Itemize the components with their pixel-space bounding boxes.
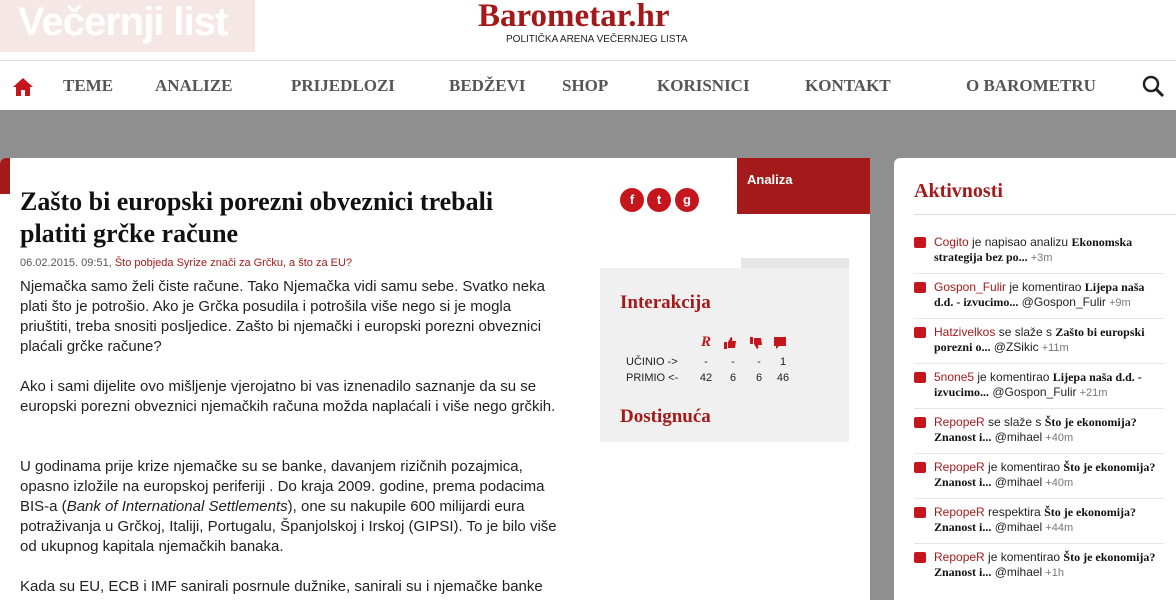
divider: [914, 453, 1164, 454]
activity-time: +44m: [1042, 522, 1074, 534]
divider: [914, 363, 1164, 364]
activity-action: je napisao analizu: [968, 235, 1072, 249]
activity-action: je komentirao: [984, 460, 1064, 474]
nav-item-teme[interactable]: TEME: [63, 76, 114, 95]
site-header: [0, 0, 1176, 60]
activity-target[interactable]: Što je ekonomija? Znanost i...: [934, 505, 1137, 534]
activity-mention[interactable]: @mihael: [991, 475, 1043, 489]
activity-user[interactable]: RepopeR: [934, 415, 985, 429]
cell: 6: [729, 372, 737, 384]
nav-item-korisnici[interactable]: KORISNICI: [657, 76, 750, 95]
activity-target[interactable]: Što je ekonomija? Znanost i...: [934, 415, 1137, 444]
nav-item-shop[interactable]: SHOP: [562, 76, 609, 95]
respect-icon: R: [700, 334, 711, 350]
article-meta: [20, 257, 352, 269]
divider: [914, 408, 1164, 409]
paragraph: [20, 377, 560, 437]
cell: -: [704, 356, 708, 368]
vecernji-list-logo[interactable]: Večernji list: [0, 0, 255, 52]
comment-icon: [914, 462, 926, 473]
activity-user[interactable]: Gospon_Fulir: [934, 280, 1007, 294]
activity-mention[interactable]: @ZSikic: [990, 340, 1039, 354]
activity-time: +40m: [1042, 432, 1074, 444]
row-label: UČINIO ->: [626, 356, 678, 368]
activity-target[interactable]: Zašto bi europski porezni o...: [934, 325, 1145, 354]
cell: 46: [776, 372, 790, 384]
interakcija-title: Interakcija: [620, 292, 711, 313]
comment-icon: [914, 507, 926, 518]
activity-user[interactable]: RepopeR: [934, 550, 985, 564]
activity-action: respektira: [984, 505, 1045, 519]
activity-mention[interactable]: @Gospon_Fulir: [989, 385, 1077, 399]
article-title: Zašto bi europski porezni obveznici trebali platiti grčke račune: [20, 187, 494, 248]
divider: [914, 543, 1164, 544]
activity-action: je komentirao: [984, 550, 1064, 564]
divider: [914, 214, 1176, 215]
google-plus-icon[interactable]: g: [675, 188, 699, 212]
like-icon: [723, 336, 737, 350]
activity-mention[interactable]: @mihael: [991, 520, 1043, 534]
activity-time: +11m: [1038, 342, 1069, 354]
nav-item-prijedlozi[interactable]: PRIJEDLOZI: [291, 76, 395, 95]
activity-action: je komentirao: [974, 370, 1053, 384]
comment-icon: [914, 552, 926, 563]
interakcija-panel: [600, 268, 849, 442]
activity-target[interactable]: Lijepa naša d.d. - izvucimo...: [934, 280, 1145, 309]
divider: [914, 318, 1164, 319]
activity-time: +1h: [1042, 567, 1064, 579]
category-badge: Analiza: [737, 158, 870, 214]
cell: 42: [699, 372, 713, 384]
nav-item-bedzevi[interactable]: BEDŽEVI: [449, 76, 526, 95]
interaction-row-primio: [626, 372, 790, 388]
activity-mention[interactable]: @Gospon_Fulir: [1018, 295, 1106, 309]
paragraph: Kada su EU, ECB i IMF sanirali posrnule dužnike, sanirali su i njemačke banke: [20, 578, 543, 595]
dislike-icon: [749, 336, 763, 350]
activity-mention[interactable]: @mihael: [991, 565, 1043, 579]
italic-text: Bank of International Settlements: [66, 498, 288, 515]
nav-item-o-barometru[interactable]: O BAROMETRU: [966, 76, 1096, 95]
row-label: PRIMIO <-: [626, 372, 679, 384]
article-body: [20, 277, 560, 600]
aktivnosti-title: Aktivnosti: [914, 180, 1003, 202]
search-icon[interactable]: [1142, 75, 1164, 97]
header-band: [0, 110, 1176, 160]
activity-target[interactable]: Što je ekonomija? Znanost i...: [934, 550, 1156, 579]
article-date: 06.02.2015. 09:51,: [20, 257, 112, 269]
activity-action: je komentirao: [1006, 280, 1085, 294]
cell: -: [731, 356, 735, 368]
activity-action: se slaže s: [984, 415, 1045, 429]
interaction-row-ucinio: [626, 356, 787, 372]
twitter-icon[interactable]: t: [647, 188, 671, 212]
activity-target[interactable]: Ekonomska strategija bez po...: [934, 235, 1133, 264]
aktivnosti-sidebar: [894, 158, 1176, 600]
comment-icon: [773, 336, 787, 350]
brand-subtitle: POLITIČKA ARENA VEČERNJEG LISTA: [506, 34, 688, 45]
comment-icon: [914, 282, 926, 293]
activity-time: +21m: [1076, 387, 1108, 399]
comment-icon: [914, 417, 926, 428]
cell: 1: [779, 356, 787, 368]
main-nav: [0, 60, 1176, 110]
activity-user[interactable]: 5none5: [934, 370, 975, 384]
paragraph-text: Ako i sami dijelite ovo mišljenje vjerojatno bi vas iznenadilo saznanje da su se europski porezni obveznici njemačkih računa možda naplaćali i više nego grčkih.: [20, 378, 556, 415]
nav-item-analize[interactable]: ANALIZE: [155, 76, 233, 95]
activity-time: +9m: [1105, 297, 1131, 309]
facebook-icon[interactable]: f: [620, 188, 644, 212]
cell: 6: [755, 372, 763, 384]
icon-row: [626, 334, 711, 356]
divider: [914, 498, 1164, 499]
activity-user[interactable]: RepopeR: [934, 460, 985, 474]
activity-action: se slaže s: [995, 325, 1056, 339]
cell: -: [757, 356, 761, 368]
interaction-table: [626, 334, 790, 388]
paragraph: [20, 457, 560, 557]
home-icon[interactable]: [12, 77, 34, 97]
activity-user[interactable]: Cogito: [934, 235, 969, 249]
barometar-logo[interactable]: Barometar.hr: [478, 0, 670, 34]
activity-user[interactable]: RepopeR: [934, 505, 985, 519]
paragraph-text: ), one su nakupile 600 milijardi eura potraživanja u Grčkoj, Italiji, Portugalu, Španjolskoj i Irskoj (GIPSI). To je bilo više od ukupnog kapitala njemačkih banaka.: [20, 498, 557, 555]
activity-target[interactable]: Što je ekonomija? Znanost i...: [934, 460, 1156, 489]
topic-link[interactable]: Što pobjeda Syrize znači za Grčku, a što za EU?: [114, 257, 353, 269]
nav-item-kontakt[interactable]: KONTAKT: [805, 76, 891, 95]
comment-icon: [914, 327, 926, 338]
accent-bar: [0, 158, 10, 194]
activity-user[interactable]: Hatzivelkos: [934, 325, 996, 339]
activity-mention[interactable]: @mihael: [991, 430, 1043, 444]
activity-time: +3m: [1027, 252, 1053, 264]
paragraph: Njemačka samo želi čiste račune. Tako Njemačka vidi samu sebe. Svatko neka plati što je potrošio. Ako je Grčka posudila i potrošila više nego si je mogla priuštiti, treba snositi posljedice. Zašto bi njemački i europski porezni obveznici plaćali grčke račune?: [20, 278, 545, 355]
activity-target[interactable]: Lijepa naša d.d. - izvucimo...: [934, 370, 1142, 399]
dostignuca-title: Dostignuća: [620, 406, 711, 427]
activity-time: +40m: [1042, 477, 1074, 489]
divider: [914, 273, 1164, 274]
comment-icon: [914, 372, 926, 383]
comment-icon: [914, 237, 926, 248]
paragraph-text: U godinama prije krize njemačke su se banke, davanjem rizičnih pozajmica, opasno izložile na europskoj periferiji . Do kraja 2009. godine, prema podacima BIS-a (: [20, 458, 545, 515]
